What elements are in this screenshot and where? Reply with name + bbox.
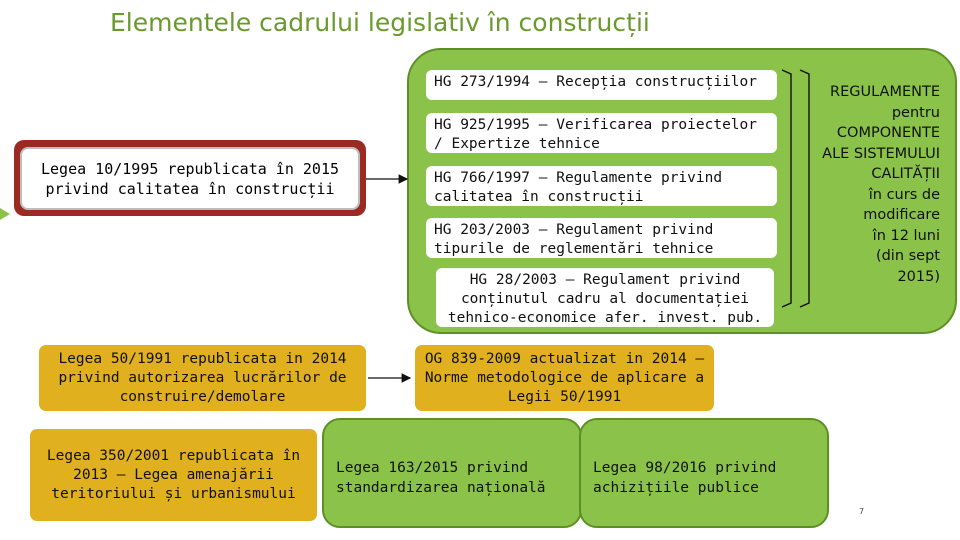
regulamente-line: pentru xyxy=(891,104,940,121)
regulamente-line: modificare xyxy=(863,207,940,223)
page-number: 7 xyxy=(859,507,865,516)
bracket-right xyxy=(800,70,809,307)
hg-item-203: HG 203/2003 – Regulament privind tipurile de reglementări tehnice xyxy=(424,216,779,260)
hg-item-925: HG 925/1995 – Verificarea proiectelor / Expertize tehnice xyxy=(424,111,779,155)
regulamente-line: COMPONENTE xyxy=(836,125,940,141)
bracket-left xyxy=(782,70,791,307)
legea10-box: Legea 10/1995 republicata în 2015 privind calitatea în construcții xyxy=(20,147,360,210)
legea98-text: Legea 98/2016 privind achizițiile publice xyxy=(593,460,777,496)
slide-title: Elementele cadrului legislativ în construcții xyxy=(110,8,650,37)
legea163-text: Legea 163/2015 privind standardizarea națională xyxy=(336,460,546,496)
regulamente-line: CALITĂȚII xyxy=(871,166,940,182)
legea50-box: Legea 50/1991 republicata in 2014 privind autorizarea lucrărilor de construire/demolare xyxy=(37,343,368,413)
hg-item-28: HG 28/2003 – Regulament privind conținutul cadru al documentației tehnico-economice afer. invest. pub. xyxy=(434,266,776,329)
regulamente-line: în 12 luni xyxy=(872,227,940,244)
legea350-box: Legea 350/2001 republicata în 2013 – Legea amenajării teritoriului și urbanismului xyxy=(28,427,319,523)
regulamente-line: 2015) xyxy=(897,268,940,285)
hg-item-766: HG 766/1997 – Regulamente privind calitatea în construcții xyxy=(424,164,779,208)
regulamente-line: (din sept xyxy=(875,248,940,264)
regulamente-line: în curs de xyxy=(868,186,940,203)
hg-item-273: HG 273/1994 – Recepția construcțiilor xyxy=(424,68,779,102)
regulamente-line: ALE SISTEMULUI xyxy=(822,145,940,162)
og839-box: OG 839-2009 actualizat in 2014 – Norme metodologice de aplicare a Legii 50/1991 xyxy=(413,343,716,413)
regulamente-line: REGULAMENTE xyxy=(830,84,940,100)
